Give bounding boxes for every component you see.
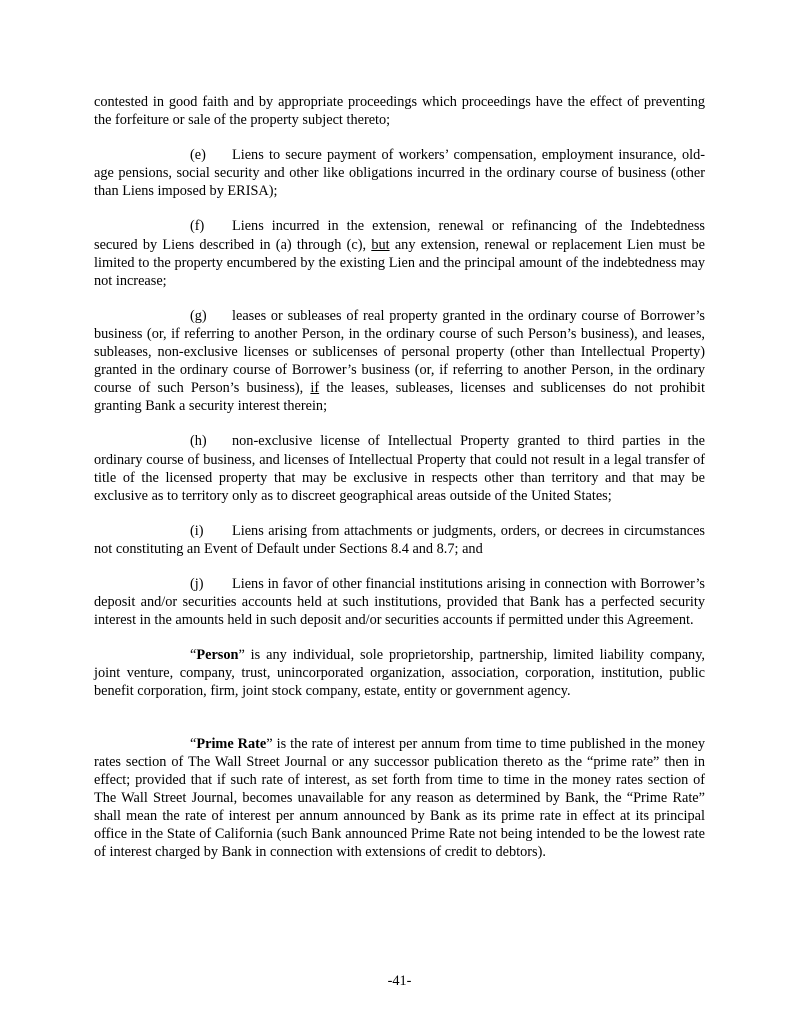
item-i [94,522,705,558]
definition-prime-rate [94,735,705,862]
definition-prime-rate-text: ” is the rate of interest per annum from time to time published in the money rates section of The Wall Street Journal or any successor publication thereto as the “prime rate” then in effect; provided that if such rate of interest, as set forth from time to time in the money rates section of The Wall Street Journal, becomes unavailable for any reason as determined by Bank, the “Prime Rate” shall mean the rate of interest per annum announced by Bank as its prime rate in effect at its principal office in the State of California (such Bank announced Prime Rate not being intended to be the lowest rate of interest charged by Bank in connection with extensions of credit to debtors). [94,735,705,861]
item-h-text: non-exclusive license of Intellectual Property granted to third parties in the ordinary course of business, and licenses of Intellectual Property that could not result in a legal transfer of title of the licensed property that may be exclusive in respects other than territory and that may be exclusive as to territory only as to discreet geographical areas outside of the United States; [94,433,705,504]
item-e-label: (e) [190,147,206,164]
item-g-text-a: leases or subleases of real property granted in the ordinary course of Borrower’s business (or, if referring to another Person, in the ordinary course of such Person’s business), and leases, subleases, non-exclusive licenses or sublicenses of personal property (other than Intellectual Property) granted in the ordinary course of Borrower’s business (or, if referring to another Person, in the ordinary course of such Person’s business), [94,307,705,397]
item-e [94,146,705,200]
item-f [94,217,705,289]
definition-person-open-quote: “ [190,647,197,664]
definition-person-term: Person [196,647,239,664]
item-h [94,432,705,504]
item-j [94,575,705,629]
document-page [94,93,705,878]
item-f-text-b: any extension, renewal or replacement Lien must be limited to the property encumbered by the existing Lien and the principal amount of the indebtedness may not increase; [94,236,706,289]
page-number: -41- [387,973,412,989]
definition-person-text: ” is any individual, sole proprietorship, partnership, limited liability company, joint venture, company, trust, unincorporated organization, association, corporation, institution, public benefit corporation, firm, joint stock company, estate, entity or government agency. [94,647,705,700]
item-e-text: Liens to secure payment of workers’ compensation, employment insurance, old-age pensions, social security and other like obligations incurred in the ordinary course of business (other than Liens imposed by ERISA); [94,147,705,200]
item-g-underlined-word: if [310,380,320,397]
item-h-label: (h) [190,433,207,450]
definition-prime-rate-open-quote: “ [190,735,197,752]
item-g-label: (g) [190,307,207,324]
item-i-text: Liens arising from attachments or judgments, orders, or decrees in circumstances not constituting an Event of Default under Sections 8.4 and 8.7; and [94,522,705,557]
definition-person [94,646,705,700]
item-g-text-b: the leases, subleases, licenses and sublicenses do not prohibit granting Bank a security interest therein; [94,380,705,415]
continuation-paragraph: contested in good faith and by appropriate proceedings which proceedings have the effect of preventing the forfeiture or sale of the property subject thereto; [94,94,705,129]
item-f-text-a: Liens incurred in the extension, renewal or refinancing of the Indebtedness secured by Liens described in (a) through (c), [94,218,705,253]
item-j-text: Liens in favor of other financial institutions arising in connection with Borrower’s deposit and/or securities accounts held at such institutions, provided that Bank has a perfected security interest in the amounts held in such deposit and/or securities accounts if permitted under this Agreement. [94,575,705,629]
item-i-label: (i) [190,522,204,539]
item-f-underlined-word: but [371,236,390,253]
definition-prime-rate-term: Prime Rate [196,735,267,752]
item-j-label: (j) [190,575,204,592]
item-f-label: (f) [190,218,205,235]
item-g [94,307,705,416]
